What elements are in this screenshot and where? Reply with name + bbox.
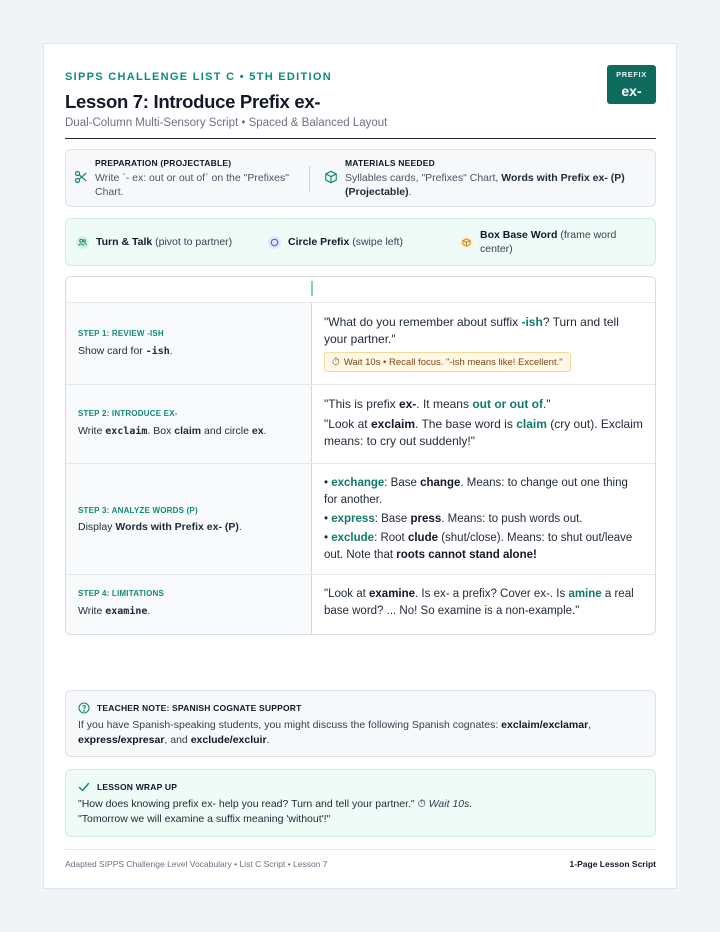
script-line [324, 396, 643, 413]
materials-body [345, 171, 634, 199]
gesture-box-base-word [460, 219, 645, 265]
action-end: . [169, 345, 173, 357]
gesture-name: Turn & Talk [96, 236, 153, 248]
checkmark-icon [78, 781, 90, 793]
gesture-key-panel [65, 218, 656, 266]
box-icon [324, 170, 338, 184]
wrap-up-heading [78, 781, 177, 793]
action-text: and circle [201, 425, 252, 437]
note-end: . [266, 734, 270, 746]
say-text: "This is prefix [324, 397, 399, 411]
step-1-action-cell [66, 303, 311, 384]
wrap-up-body [78, 797, 641, 827]
action-end: . [238, 521, 242, 533]
step-2-script-cell [311, 385, 655, 463]
action-end: . [147, 605, 151, 617]
script-line [324, 314, 643, 348]
wrap-up-question: "How does knowing prefix ex- help you read? Turn and tell your partner." [78, 798, 415, 810]
action-bold: Words with Prefix ex- (P) [115, 521, 239, 533]
preparation-materials-panel [65, 149, 656, 207]
action-code: examine [105, 606, 148, 617]
bullet-word: exchange [331, 477, 385, 489]
note-sep: , and [164, 734, 191, 746]
script-line [324, 586, 643, 620]
gesture-name: Box Base Word [480, 229, 558, 241]
materials-section [324, 158, 634, 199]
preparation-section [74, 158, 304, 199]
cube-icon [460, 236, 473, 249]
stopwatch-icon: ⏱ [332, 356, 340, 368]
table-row-step-4 [66, 574, 655, 635]
bullet-text: : Root [374, 532, 408, 544]
gesture-label [288, 236, 403, 248]
step-2-action-cell [66, 385, 311, 463]
say-text: "Look at [324, 588, 370, 600]
cognate: exclude/excluir [190, 734, 267, 746]
say-text-end: a real base word? ... No! So examine is a non-example." [324, 588, 634, 617]
bullet-text: . Means: to push words out. [441, 513, 583, 525]
say-text: . The base word is [415, 417, 517, 431]
action-text: . Box [147, 425, 175, 437]
prefix-badge [607, 65, 656, 104]
step-action [78, 605, 150, 617]
say-text: . It means [416, 397, 473, 411]
action-end: . [263, 425, 267, 437]
materials-bold-text: Words with Prefix ex- (P) (Projectable) [345, 172, 625, 198]
word-bullet: • express: Base press. Means: to push words out. [324, 513, 583, 525]
table-row-step-1 [66, 302, 655, 384]
preparation-heading: PREPARATION (PROJECTABLE) [95, 158, 232, 168]
tip-text: Wait 10s • Recall focus. "-ish means like! Excellent." [343, 356, 563, 368]
preparation-body: Write `- ex: out or out of` on the "Prefixes" Chart. [95, 172, 290, 198]
gesture-circle-prefix [268, 219, 458, 265]
say-highlight: out or out of [472, 397, 543, 411]
teacher-note-body [78, 718, 641, 748]
action-bold: ex [251, 425, 264, 437]
wait-tip [324, 352, 571, 372]
bullet-base: change [420, 477, 461, 489]
say-text: "Look at [324, 417, 371, 431]
say-highlight: amine [568, 588, 602, 600]
say-text-end: ? Turn and tell your partner." [324, 315, 619, 346]
step-label: STEP 1: REVIEW -ISH [78, 329, 164, 338]
say-text-end: ." [542, 397, 551, 411]
table-row-step-3 [66, 463, 655, 574]
step-4-script-cell [311, 575, 655, 635]
say-highlight: claim [516, 417, 547, 431]
prefix-badge-label: PREFIX [616, 70, 647, 79]
bullet-word: exclude [331, 532, 375, 544]
wrap-up-line-1 [78, 797, 641, 812]
step-3-script-cell [311, 464, 655, 574]
footer-label: 1-Page Lesson Script [569, 859, 656, 869]
table-header-left [66, 277, 311, 302]
action-bold: claim [174, 425, 202, 437]
page-footer [65, 849, 656, 873]
page-title: Lesson 7: Introduce Prefix ex- [65, 91, 321, 112]
lesson-header [65, 65, 656, 139]
circle-icon [268, 236, 281, 249]
action-code: -ish [145, 346, 170, 357]
bullet-text: : Base [384, 477, 421, 489]
people-icon [76, 236, 89, 249]
lesson-page [43, 43, 677, 889]
step-3-action-cell [66, 464, 311, 574]
say-text: . Is ex- a prefix? Cover ex-. Is [415, 588, 569, 600]
stopwatch-icon: ⏱ [417, 798, 426, 810]
step-label: STEP 4: LIMITATIONS [78, 589, 165, 598]
wrap-up-line-2: "Tomorrow we will examine a suffix meaning 'without'!" [78, 813, 331, 825]
step-4-action-cell [66, 575, 311, 635]
header-divider-mark [311, 281, 313, 296]
gesture-label [480, 228, 645, 256]
gesture-desc: (pivot to partner) [152, 236, 233, 248]
wrap-up-panel [65, 769, 656, 837]
footer-source: Adapted SIPPS Challenge Level Vocabulary • List C Script • Lesson 7 [65, 859, 328, 869]
action-code: exclaim [105, 426, 148, 437]
cognate: express/expresar [78, 734, 165, 746]
say-bold: ex- [398, 397, 417, 411]
scissors-icon [74, 170, 88, 184]
table-header-right [311, 277, 655, 302]
teacher-note-heading [78, 702, 302, 714]
say-text-end: (cry out). Exclaim means: to cry out suddenly!" [324, 417, 643, 448]
say-text: "What do you remember about suffix [324, 315, 522, 329]
wrap-up-title: LESSON WRAP UP [97, 782, 178, 792]
teacher-note-panel [65, 690, 656, 757]
prefix-badge-value: ex- [621, 83, 642, 99]
word-bullet: • exchange: Base change. Means: to change out one thing for another. [324, 477, 628, 506]
series-label: SIPPS CHALLENGE LIST C • 5TH EDITION [65, 71, 333, 83]
step-label: STEP 3: ANALYZE WORDS (P) [78, 506, 198, 515]
teacher-note-title: TEACHER NOTE: SPANISH COGNATE SUPPORT [97, 703, 302, 713]
cognate: exclaim/exclamar [501, 719, 589, 731]
action-text: Write [78, 605, 106, 617]
bullet-bold-tail: roots cannot stand alone! [396, 549, 537, 561]
table-row-step-2 [66, 384, 655, 463]
script-table [65, 276, 656, 635]
materials-text: Syllables cards, "Prefixes" Chart, [345, 172, 502, 184]
note-sep: , [588, 719, 592, 731]
materials-end: . [408, 186, 412, 198]
step-action [78, 425, 267, 437]
gesture-turn-talk [76, 219, 266, 265]
panel-divider [309, 166, 310, 192]
say-bold: exclaim [370, 417, 416, 431]
bullet-base: clude [407, 532, 438, 544]
table-header-row [66, 277, 655, 302]
gesture-name: Circle Prefix [288, 236, 350, 248]
step-action [78, 345, 173, 357]
gesture-label [96, 236, 232, 248]
word-bullet: • exclude: Root clude (shut/close). Means: to shut out/leave out. Note that roots cannot stand alone! [324, 532, 633, 561]
materials-heading: MATERIALS NEEDED [345, 158, 435, 168]
gesture-desc: (frame word center) [480, 229, 617, 255]
gesture-desc: (swipe left) [349, 236, 403, 248]
bullet-text: . Means: to change out one thing for another. [324, 477, 628, 506]
bullet-text: : Base [374, 513, 411, 525]
step-1-script-cell [311, 303, 655, 384]
bullet-base: press [410, 513, 442, 525]
say-bold: examine [369, 588, 416, 600]
action-text: Write [78, 425, 106, 437]
page-subtitle: Dual-Column Multi-Sensory Script • Spaced & Balanced Layout [65, 117, 388, 129]
note-text: If you have Spanish-speaking students, you might discuss the following Spanish cognates: [78, 719, 502, 731]
step-label: STEP 2: INTRODUCE EX- [78, 409, 178, 418]
wrap-up-wait: Wait 10s. [428, 798, 473, 810]
action-text: Show card for [78, 345, 146, 357]
step-action [78, 521, 242, 533]
say-highlight: -ish [521, 315, 543, 329]
question-circle-icon [78, 702, 90, 714]
bullet-text: (shut/close). Means: to shut out/leave out. Note that [324, 532, 633, 561]
bullet-word: express [331, 513, 375, 525]
action-text: Display [78, 521, 116, 533]
script-line [324, 416, 643, 450]
